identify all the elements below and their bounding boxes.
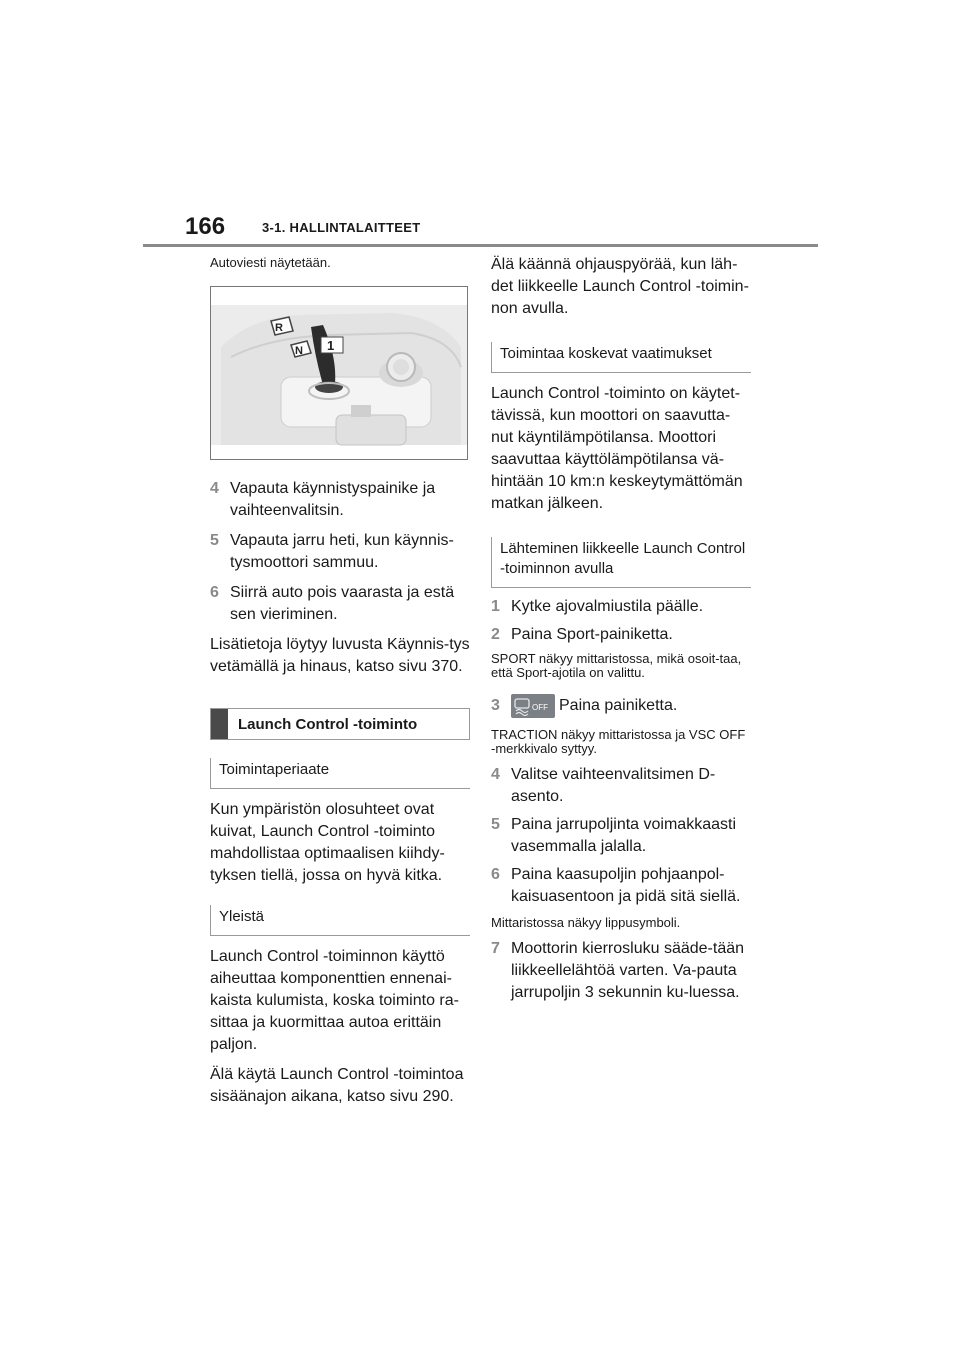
step-text: Paina painiketta. — [559, 697, 678, 714]
subheading-general: Yleistä — [210, 905, 470, 936]
step-number: 3 — [491, 697, 500, 714]
step-5 — [491, 814, 751, 858]
left-column — [210, 254, 470, 1108]
gear-selector-figure — [210, 286, 468, 460]
caption-flag: Mittaristossa näkyy lippusymboli. — [491, 915, 681, 930]
step-number: 2 — [491, 626, 500, 643]
step-number: 4 — [491, 766, 500, 783]
step-4 — [210, 478, 470, 522]
step-number: 1 — [491, 598, 500, 615]
step-6 — [210, 582, 470, 626]
step-1 — [491, 596, 751, 618]
traction-off-button-icon — [511, 694, 555, 718]
break-in-paragraph: Älä käytä Launch Control -toimintoa sisäänajon aikana, katso sivu 290. — [210, 1066, 464, 1105]
step-7 — [491, 938, 751, 1004]
step-text: Vapauta käynnistyspainike ja vaihteenvalitsin. — [230, 480, 436, 519]
principle-paragraph: Kun ympäristön olosuhteet ovat kuivat, Launch Control -toiminto mahdollistaa optimaalisen kiihdy-tyksen tiellä, jossa on hyvä kitka. — [210, 801, 445, 884]
step-number: 5 — [491, 816, 500, 833]
step-text: Moottorin kierrosluku sääde-tään liikkeellelähtöä varten. Va-pauta jarrupoljin 3 sekunnin ku-luessa. — [511, 940, 745, 1001]
requirements-paragraph: Launch Control -toiminto on käytet-tävissä, kun moottori on saavutta-nut käyntilämpötilansa. Moottori saavuttaa käyttölämpötilansa vä-hintään 10 km:n keskeytymättömän matkan jälkeen. — [491, 385, 743, 512]
subheading-principle: Toimintaperiaate — [210, 758, 470, 789]
caption-sport: SPORT näkyy mittaristossa, mikä osoit-taa, että Sport-ajotila on valittu. — [491, 651, 742, 680]
step-text: Paina Sport-painiketta. — [511, 626, 673, 643]
step-number: 6 — [210, 584, 219, 601]
step-number: 7 — [491, 940, 500, 957]
steering-paragraph: Älä käännä ohjauspyörää, kun läh-det liikkeelle Launch Control -toimin-non avulla. — [491, 256, 749, 317]
caption-message-shown: Autoviesti näytetään. — [210, 255, 331, 270]
step-text: Siirrä auto pois vaarasta ja estä sen vieriminen. — [230, 584, 455, 623]
subheading-departure: Lähteminen liikkeelle Launch Control -toiminnon avulla — [491, 537, 751, 588]
step-number: 5 — [210, 532, 219, 549]
more-info-paragraph: Lisätietoja löytyy luvusta Käynnis-tys vetämällä ja hinaus, katso sivu 370. — [210, 636, 470, 675]
step-4 — [491, 764, 751, 808]
gear-label-n: N — [295, 345, 303, 357]
step-2 — [491, 624, 751, 646]
page-number: 166 — [185, 213, 226, 240]
general-paragraph: Launch Control -toiminnon käyttö aiheuttaa komponenttien ennenai-kaista kulumista, koska toiminto ra-sittaa ja kuormittaa autoa erittäin paljon. — [210, 948, 459, 1053]
gear-label-r: R — [275, 322, 283, 334]
step-number: 6 — [491, 866, 500, 883]
subheading-requirements: Toimintaa koskevat vaatimukset — [491, 342, 751, 373]
right-column — [491, 254, 751, 1004]
step-text: Vapauta jarru heti, kun käynnis-tysmoottori sammuu. — [230, 532, 454, 571]
heading-text: Launch Control -toiminto — [238, 715, 418, 733]
step-5 — [210, 530, 470, 574]
section-title: 3-1. HALLINTALAITTEET — [262, 220, 421, 235]
gear-selector-illustration — [211, 287, 467, 459]
heading-launch-control — [210, 708, 470, 740]
off-label: OFF — [532, 703, 548, 712]
step-text: Paina jarrupoljinta voimakkaasti vasemmalla jalalla. — [511, 816, 736, 855]
skid-car-icon — [511, 694, 555, 718]
caption-traction: TRACTION näkyy mittaristossa ja VSC OFF -merkkivalo syttyy. — [491, 727, 746, 756]
step-3 — [491, 694, 751, 718]
step-6 — [491, 864, 751, 908]
step-number: 4 — [210, 480, 219, 497]
step-text: Paina kaasupoljin pohjaanpol-kaisuasentoon ja pidä sitä siellä. — [511, 866, 741, 905]
header-rule — [143, 244, 818, 247]
step-text: Kytke ajovalmiustila päälle. — [511, 598, 704, 615]
step-text: Valitse vaihteenvalitsimen D-asento. — [511, 766, 716, 805]
heading-marker — [211, 709, 228, 739]
figure-callout-1: 1 — [327, 338, 335, 353]
